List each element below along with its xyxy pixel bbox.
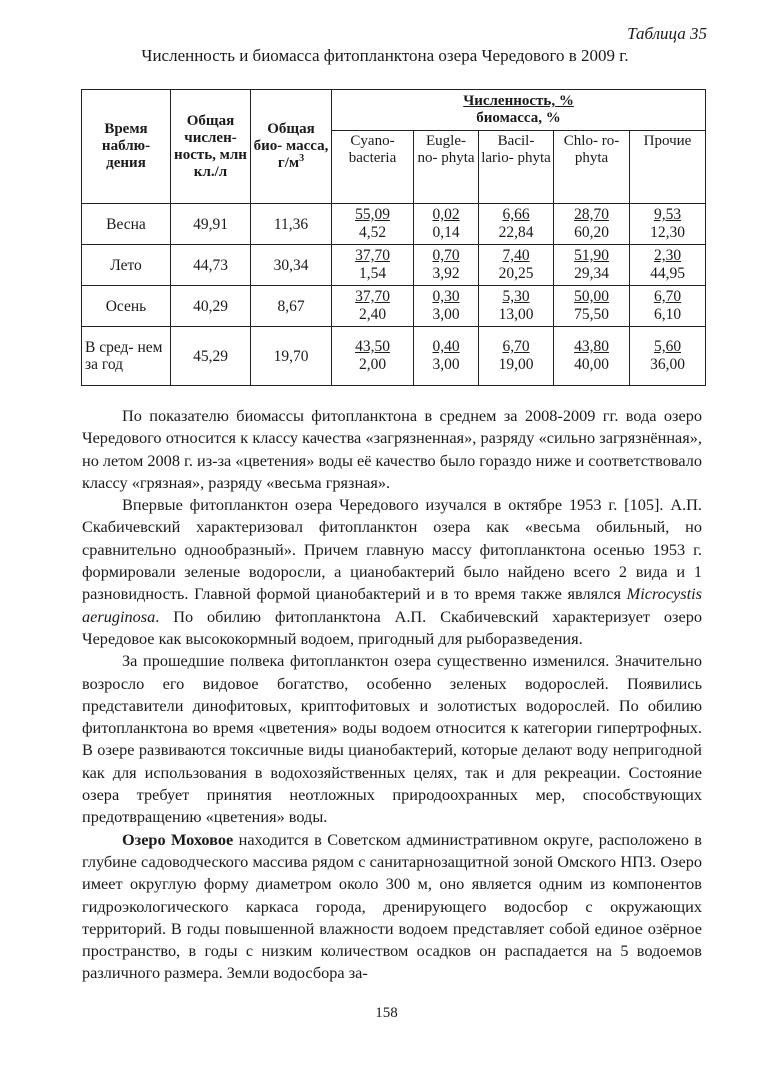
cell-count: 7,40 xyxy=(502,247,530,264)
header-col-chloro: Chlo- ro- phyta xyxy=(554,131,630,204)
cell-eugleno xyxy=(414,286,479,327)
paragraph-4-text: находится в Советском административном округе, расположено в глубине садоводческого массива рядом с санитарнозащитной зоной Омского НПЗ. Озеро имеет округлую форму диаметром около 300 м, оно является одним из компонентов гидроэкологического каркаса города, дренирующего водосбор с окружающих территорий. В годы повышенной влажности водоем представляет собой единое озёрное пространство, в годы с низким количеством осадков он распадается на 5 водоемов различного размера. Земли водосбора за- xyxy=(82,829,702,983)
cell-biomass: 12,30 xyxy=(650,224,685,241)
cell-biomass: 20,25 xyxy=(498,265,534,282)
cell-bacillario xyxy=(479,286,554,327)
header-time: Время наблю- дения xyxy=(82,90,171,204)
cell-other xyxy=(630,327,706,386)
lake-name: Озеро Моховое xyxy=(122,829,234,849)
cell-eugleno xyxy=(414,204,479,245)
cell-biomass: 13,00 xyxy=(498,306,534,323)
cell-eugleno xyxy=(414,327,479,386)
cell-biomass: 0,14 xyxy=(432,224,460,241)
cell-eugleno xyxy=(414,245,479,286)
header-total-biomass-text: Общая био- масса, г/м xyxy=(253,121,329,171)
cell-count: 2,30 xyxy=(653,247,682,264)
paragraph-2-text-a: Впервые фитопланктон озера Чередового изучался в октябре 1953 г. [105]. А.П. Скабичевский характеризовал фитопланктон озера как «весьма обильный, но сравнительно однообразный». Причем главную массу фитопланктона осенью 1953 г. формировали зеленые водоросли, а цианобактерий было найдено всего 2 вида и 1 разновидность. Главной формой цианобактерий и в то время также являлся xyxy=(82,495,702,604)
cell-biomass: 60,20 xyxy=(574,224,609,241)
paragraph-4 xyxy=(82,829,702,985)
cell-biomass: 4,52 xyxy=(358,224,387,241)
cell-count: 5,60 xyxy=(653,338,682,355)
paragraph-1: По показателю биомассы фитопланктона в среднем за 2008-2009 гг. вода озеро Чередового относится к классу качества «загрязненная», разряду «сильно загрязнённая», но летом 2008 г. из-за «цветения» воды её качество было гораздо ниже и соответствовало классу «грязная», разряду «весьма грязная». xyxy=(82,406,702,492)
row-season: В сред- нем за год xyxy=(82,327,171,386)
row-biomass: 30,34 xyxy=(251,245,332,286)
header-group-biomass: биомасса, % xyxy=(476,110,561,126)
header-total-biomass-sup: 3 xyxy=(299,153,305,164)
row-biomass: 11,36 xyxy=(251,204,332,245)
cell-biomass: 3,92 xyxy=(432,265,460,282)
cell-count: 0,40 xyxy=(432,338,460,355)
cell-count: 6,70 xyxy=(653,288,682,305)
cell-bacillario xyxy=(479,327,554,386)
cell-count: 0,70 xyxy=(432,247,460,264)
row-season: Лето xyxy=(82,245,171,286)
cell-other xyxy=(630,204,706,245)
cell-bacillario xyxy=(479,204,554,245)
cell-count: 9,53 xyxy=(653,206,682,223)
cell-count: 37,70 xyxy=(355,288,390,305)
cell-chloro xyxy=(554,327,630,386)
cell-count: 50,00 xyxy=(574,288,609,305)
species-name: Microcystis aeruginosa xyxy=(82,584,702,626)
cell-count: 5,30 xyxy=(502,288,530,305)
cell-biomass: 22,84 xyxy=(498,224,534,241)
cell-chloro xyxy=(554,286,630,327)
cell-biomass: 3,00 xyxy=(432,306,460,323)
cell-count: 0,30 xyxy=(432,288,460,305)
cell-biomass: 44,95 xyxy=(650,265,685,282)
cell-biomass: 36,00 xyxy=(650,356,685,373)
row-count: 40,29 xyxy=(171,286,251,327)
table-label: Таблица 35 xyxy=(627,24,707,43)
table-row xyxy=(82,245,706,286)
cell-biomass: 19,00 xyxy=(498,356,534,373)
cell-chloro xyxy=(554,204,630,245)
page-number: 158 xyxy=(375,1005,398,1021)
cell-biomass: 75,50 xyxy=(574,306,609,323)
header-col-eugleno: Eugle- no- phyta xyxy=(414,131,479,204)
cell-cyano xyxy=(332,245,414,286)
cell-count: 6,70 xyxy=(502,338,530,355)
row-season: Осень xyxy=(82,286,171,327)
cell-other xyxy=(630,245,706,286)
cell-count: 28,70 xyxy=(574,206,609,223)
header-col-cyano: Cyano- bacteria xyxy=(332,131,414,204)
cell-count: 51,90 xyxy=(574,247,609,264)
cell-count: 55,09 xyxy=(355,206,390,223)
row-count: 49,91 xyxy=(171,204,251,245)
cell-count: 6,66 xyxy=(502,206,530,223)
cell-cyano xyxy=(332,327,414,386)
cell-cyano xyxy=(332,286,414,327)
cell-other xyxy=(630,286,706,327)
header-total-biomass xyxy=(251,90,332,204)
paragraph-2 xyxy=(82,494,702,650)
table-row xyxy=(82,327,706,386)
cell-cyano xyxy=(332,204,414,245)
row-biomass: 8,67 xyxy=(251,286,332,327)
phytoplankton-table xyxy=(81,89,706,386)
cell-biomass: 29,34 xyxy=(574,265,609,282)
row-biomass: 19,70 xyxy=(251,327,332,386)
cell-biomass: 6,10 xyxy=(653,306,682,323)
cell-biomass: 3,00 xyxy=(432,356,460,373)
cell-biomass: 2,40 xyxy=(358,306,387,323)
cell-biomass: 1,54 xyxy=(358,265,387,282)
cell-biomass: 40,00 xyxy=(574,356,609,373)
table-row xyxy=(82,286,706,327)
header-group-count: Численность, % xyxy=(463,93,574,109)
cell-count: 43,80 xyxy=(574,338,609,355)
body-text xyxy=(82,405,702,985)
header-group xyxy=(332,90,706,131)
cell-count: 43,50 xyxy=(355,338,390,355)
header-col-other: Прочие xyxy=(630,131,706,204)
paragraph-2-text-b: . По обилию фитопланктона А.П. Скабичевский характеризует озеро Чередовое как высококормный водоем, пригодный для рыборазведения. xyxy=(82,606,702,648)
row-count: 44,73 xyxy=(171,245,251,286)
paragraph-3: За прошедшие полвека фитопланктон озера существенно изменился. Значительно возросло его видовое богатство, особенно зеленых водорослей. Появились представители динофитовых, криптофитовых и золотистых водорослей. По обилию фитопланктона во время «цветения» воды водоем относится к категории гипертрофных. В озере развиваются токсичные виды цианобактерий, которые делают воду непригодной как для использования в водохозяйственных целях, так и для рекреации. Состояние озера требует принятия неотложных природоохранных мер, способствующих предотвращению «цветения» воды. xyxy=(82,651,702,827)
table-row xyxy=(82,204,706,245)
cell-bacillario xyxy=(479,245,554,286)
cell-biomass: 2,00 xyxy=(358,356,387,373)
header-total-count: Общая числен- ность, млн кл./л xyxy=(171,90,251,204)
cell-count: 37,70 xyxy=(355,247,390,264)
cell-chloro xyxy=(554,245,630,286)
row-season: Весна xyxy=(82,204,171,245)
cell-count: 0,02 xyxy=(432,206,460,223)
row-count: 45,29 xyxy=(171,327,251,386)
header-col-bacillario: Bacil- lario- phyta xyxy=(479,131,554,204)
table-title: Численность и биомасса фитопланктона озера Чередового в 2009 г. xyxy=(141,46,629,65)
